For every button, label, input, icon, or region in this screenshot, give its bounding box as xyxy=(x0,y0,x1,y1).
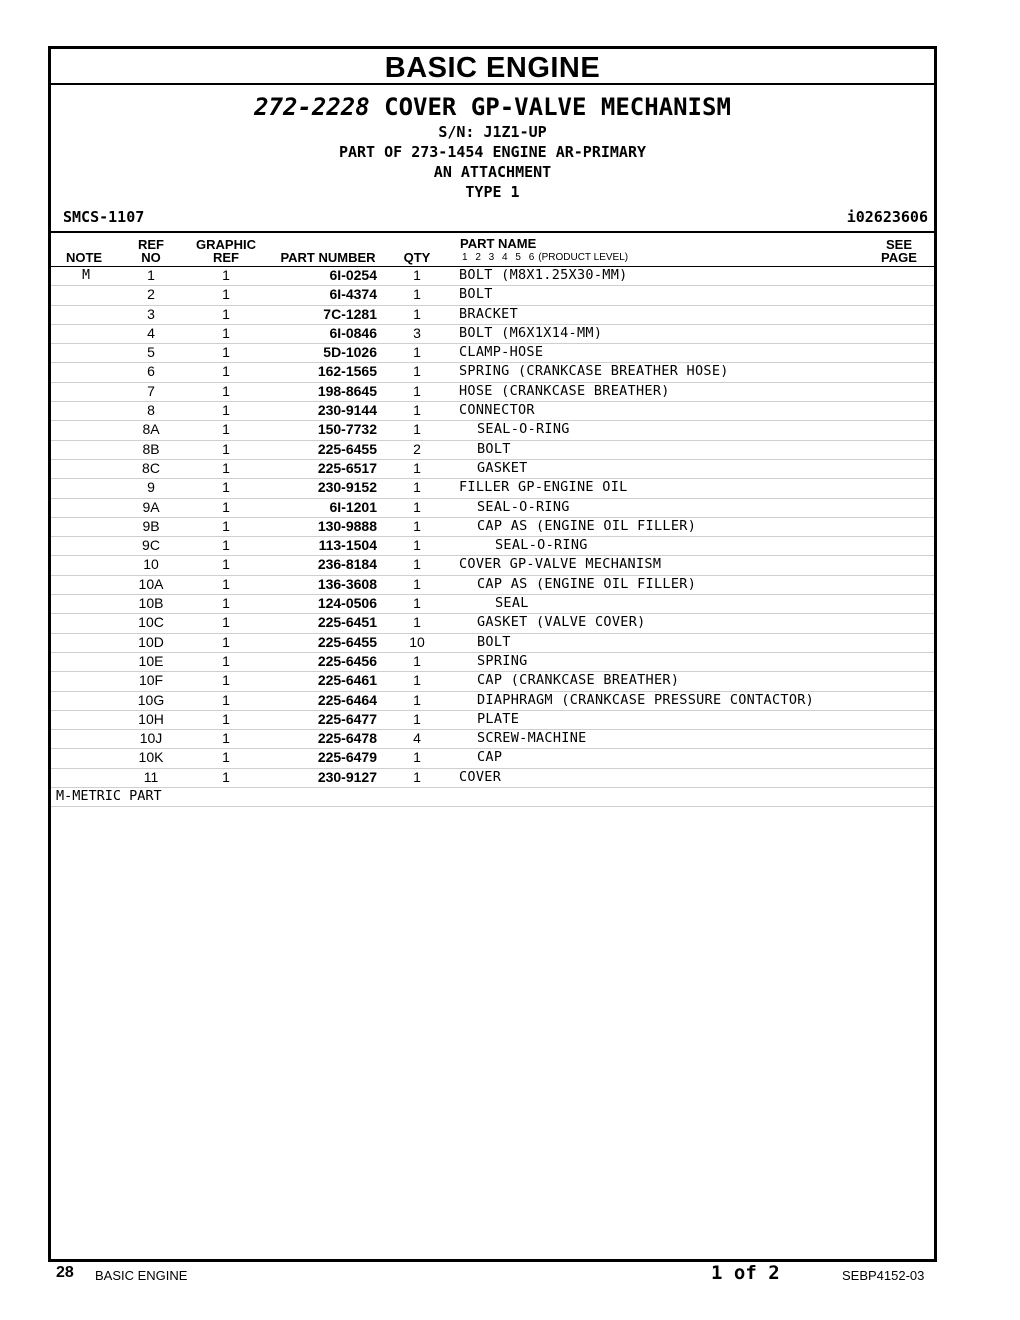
row-qty: 1 xyxy=(413,286,421,303)
col-part-number-header: PART NUMBER xyxy=(280,250,376,265)
row-ref-no: 10A xyxy=(138,575,164,592)
row-graphic-ref: 1 xyxy=(222,768,230,785)
row-part-name: SEAL xyxy=(495,595,529,612)
row-part-number: 6I-0846 xyxy=(329,324,377,341)
table-row xyxy=(51,344,934,363)
row-part-name: SEAL-O-RING xyxy=(477,421,570,438)
table-row xyxy=(51,769,934,788)
row-part-number: 124-0506 xyxy=(317,595,377,612)
row-ref-no: 10E xyxy=(138,652,164,669)
row-ref-no: 2 xyxy=(147,286,155,303)
row-part-number: 150-7732 xyxy=(317,421,377,438)
table-row xyxy=(51,402,934,421)
row-graphic-ref: 1 xyxy=(222,498,230,515)
table-row xyxy=(51,421,934,440)
row-ref-no: 4 xyxy=(147,324,155,341)
row-part-name: CLAMP-HOSE xyxy=(459,344,544,361)
col-part-name-header: PART NAME xyxy=(460,236,537,251)
row-ref-no: 8C xyxy=(142,459,160,476)
row-qty: 1 xyxy=(413,382,421,399)
row-graphic-ref: 1 xyxy=(222,324,230,341)
row-part-number: 7C-1281 xyxy=(323,305,377,322)
row-graphic-ref: 1 xyxy=(222,633,230,650)
row-ref-no: 10D xyxy=(138,633,164,650)
type-line: TYPE 1 xyxy=(465,183,520,201)
row-qty: 4 xyxy=(413,730,421,747)
row-graphic-ref: 1 xyxy=(222,305,230,322)
table-row xyxy=(51,363,934,382)
row-graphic-ref: 1 xyxy=(222,537,230,554)
row-ref-no: 8A xyxy=(142,421,160,438)
serial-range: S/N: J1Z1-UP xyxy=(438,123,547,141)
row-graphic-ref: 1 xyxy=(222,614,230,631)
footnote-row xyxy=(51,788,934,807)
table-row xyxy=(51,749,934,768)
row-part-name: PLATE xyxy=(477,710,520,727)
table-row xyxy=(51,595,934,614)
row-graphic-ref: 1 xyxy=(222,517,230,534)
row-ref-no: 10B xyxy=(138,595,164,612)
table-row xyxy=(51,499,934,518)
row-graphic-ref: 1 xyxy=(222,710,230,727)
row-ref-no: 9A xyxy=(142,498,160,515)
row-ref-no: 7 xyxy=(147,382,155,399)
row-graphic-ref: 1 xyxy=(222,556,230,573)
row-graphic-ref: 1 xyxy=(222,479,230,496)
row-part-name: SCREW-MACHINE xyxy=(477,730,587,747)
row-note: M xyxy=(82,268,90,283)
row-part-name: FILLER GP-ENGINE OIL xyxy=(459,479,628,496)
row-part-number: 6I-1201 xyxy=(329,498,377,515)
row-part-name: BOLT xyxy=(477,633,511,650)
row-ref-no: 10J xyxy=(139,730,163,747)
row-ref-no: 10K xyxy=(138,749,164,766)
row-graphic-ref: 1 xyxy=(222,382,230,399)
table-row xyxy=(51,672,934,691)
row-part-number: 225-6451 xyxy=(317,614,377,631)
row-qty: 1 xyxy=(413,459,421,476)
row-graphic-ref: 1 xyxy=(222,672,230,689)
table-row xyxy=(51,267,934,286)
row-ref-no: 8 xyxy=(147,402,155,419)
row-graphic-ref: 1 xyxy=(222,595,230,612)
row-qty: 1 xyxy=(413,267,421,283)
row-qty: 1 xyxy=(413,498,421,515)
row-qty: 1 xyxy=(413,595,421,612)
row-part-number: 225-6478 xyxy=(317,730,377,747)
table-row xyxy=(51,692,934,711)
table-row xyxy=(51,556,934,575)
row-ref-no: 9C xyxy=(142,537,160,554)
row-part-name: BOLT (M8X1.25X30-MM) xyxy=(459,267,628,283)
part-of-line: PART OF 273-1454 ENGINE AR-PRIMARY xyxy=(338,143,647,161)
col-ref-header: REF NO xyxy=(138,237,164,265)
row-ref-no: 5 xyxy=(147,344,155,361)
row-part-number: 113-1504 xyxy=(318,537,377,554)
row-ref-no: 10C xyxy=(138,614,164,631)
row-part-name: SEAL-O-RING xyxy=(495,537,588,554)
row-qty: 1 xyxy=(413,710,421,727)
table-row xyxy=(51,518,934,537)
row-qty: 1 xyxy=(413,575,421,592)
row-part-number: 6I-4374 xyxy=(329,286,377,303)
row-qty: 1 xyxy=(413,344,421,361)
row-graphic-ref: 1 xyxy=(222,421,230,438)
row-part-number: 130-9888 xyxy=(317,517,377,534)
row-qty: 1 xyxy=(413,537,421,554)
row-graphic-ref: 1 xyxy=(222,440,230,457)
row-part-name: COVER GP-VALVE MECHANISM xyxy=(459,556,662,573)
group-part-number: 272-2228 xyxy=(254,93,370,121)
row-ref-no: 9B xyxy=(142,517,160,534)
col-note-header: NOTE xyxy=(65,250,103,265)
row-ref-no: 8B xyxy=(142,440,160,457)
row-ref-no: 10H xyxy=(138,710,164,727)
row-part-number: 225-6455 xyxy=(317,633,377,650)
row-qty: 1 xyxy=(413,556,421,573)
row-part-name: GASKET (VALVE COVER) xyxy=(477,614,646,631)
row-ref-no: 10 xyxy=(143,556,159,573)
row-qty: 1 xyxy=(413,768,421,785)
product-levels: 1 2 3 4 5 6 (PRODUCT LEVEL) xyxy=(462,252,629,263)
row-ref-no: 1 xyxy=(147,267,155,283)
row-part-number: 225-6455 xyxy=(317,440,377,457)
row-part-name: SPRING (CRANKCASE BREATHER HOSE) xyxy=(459,363,729,380)
table-row xyxy=(51,576,934,595)
row-ref-no: 9 xyxy=(147,479,155,496)
row-part-number: 236-8184 xyxy=(317,556,377,573)
row-part-name: COVER xyxy=(459,768,502,785)
row-qty: 1 xyxy=(413,305,421,322)
table-row xyxy=(51,479,934,498)
row-part-number: 198-8645 xyxy=(317,382,377,399)
row-graphic-ref: 1 xyxy=(222,344,230,361)
table-row xyxy=(51,441,934,460)
row-ref-no: 10F xyxy=(138,672,164,689)
table-row xyxy=(51,711,934,730)
row-part-name: CAP (CRANKCASE BREATHER) xyxy=(477,672,680,689)
row-ref-no: 11 xyxy=(143,768,159,785)
col-qty-header: QTY xyxy=(403,250,431,265)
row-qty: 1 xyxy=(413,402,421,419)
row-qty: 3 xyxy=(413,324,421,341)
table-row xyxy=(51,460,934,479)
row-part-name: SEAL-O-RING xyxy=(477,498,570,515)
parts-list xyxy=(51,267,934,807)
row-graphic-ref: 1 xyxy=(222,575,230,592)
page-number: 28 xyxy=(56,1264,74,1281)
row-graphic-ref: 1 xyxy=(222,749,230,766)
row-qty: 1 xyxy=(413,479,421,496)
row-part-name: CAP xyxy=(477,749,503,766)
row-part-number: 162-1565 xyxy=(317,363,377,380)
group-heading xyxy=(51,93,934,121)
row-part-name: CAP AS (ENGINE OIL FILLER) xyxy=(477,517,697,534)
document-id: SEBP4152-03 xyxy=(842,1268,925,1283)
row-part-number: 230-9144 xyxy=(317,402,377,419)
table-row xyxy=(51,286,934,305)
row-qty: 2 xyxy=(413,440,421,457)
row-qty: 1 xyxy=(413,614,421,631)
row-graphic-ref: 1 xyxy=(222,286,230,303)
group-name: COVER GP-VALVE MECHANISM xyxy=(384,93,731,121)
metric-footnote: M-METRIC PART xyxy=(56,788,162,805)
table-row xyxy=(51,614,934,633)
row-graphic-ref: 1 xyxy=(222,730,230,747)
row-part-name: HOSE (CRANKCASE BREATHER) xyxy=(459,382,670,399)
table-row xyxy=(51,634,934,653)
row-graphic-ref: 1 xyxy=(222,459,230,476)
row-part-number: 136-3608 xyxy=(317,575,377,592)
row-part-name: DIAPHRAGM (CRANKCASE PRESSURE CONTACTOR) xyxy=(477,691,815,708)
col-see-page-header: SEE PAGE xyxy=(881,237,917,265)
row-part-name: CAP AS (ENGINE OIL FILLER) xyxy=(477,575,697,592)
smcs-code: SMCS-1107 xyxy=(63,208,145,226)
row-part-number: 225-6461 xyxy=(317,672,377,689)
row-part-number: 225-6479 xyxy=(317,749,377,766)
row-qty: 1 xyxy=(413,363,421,380)
row-part-number: 230-9152 xyxy=(317,479,377,496)
row-ref-no: 3 xyxy=(147,305,155,322)
col-graphic-ref-header: GRAPHIC REF xyxy=(196,237,256,265)
table-row xyxy=(51,537,934,556)
footer-section: BASIC ENGINE xyxy=(95,1268,188,1283)
table-row xyxy=(51,325,934,344)
row-graphic-ref: 1 xyxy=(222,363,230,380)
header-rule xyxy=(51,231,934,233)
illustration-id: i02623606 xyxy=(846,208,928,226)
row-graphic-ref: 1 xyxy=(222,652,230,669)
row-qty: 1 xyxy=(413,421,421,438)
row-qty: 1 xyxy=(413,749,421,766)
row-qty: 1 xyxy=(413,517,421,534)
row-part-name: SPRING xyxy=(477,652,528,669)
row-part-number: 230-9127 xyxy=(317,768,377,785)
row-part-number: 225-6477 xyxy=(317,710,377,727)
row-part-name: BOLT xyxy=(477,440,511,457)
row-graphic-ref: 1 xyxy=(222,691,230,708)
row-part-number: 5D-1026 xyxy=(323,344,377,361)
table-row xyxy=(51,653,934,672)
row-part-name: GASKET xyxy=(477,459,528,476)
row-ref-no: 10G xyxy=(137,691,165,708)
sheet-indicator: 1 of 2 xyxy=(711,1262,780,1284)
row-qty: 1 xyxy=(413,691,421,708)
row-part-name: BRACKET xyxy=(459,305,518,322)
row-qty: 1 xyxy=(413,652,421,669)
row-part-name: CONNECTOR xyxy=(459,402,535,419)
row-part-number: 225-6517 xyxy=(317,459,377,476)
row-part-name: BOLT xyxy=(459,286,493,303)
table-row xyxy=(51,383,934,402)
table-row xyxy=(51,306,934,325)
row-qty: 1 xyxy=(413,672,421,689)
section-title: BASIC ENGINE xyxy=(51,49,934,85)
row-graphic-ref: 1 xyxy=(222,267,230,283)
row-part-number: 225-6464 xyxy=(317,691,377,708)
row-part-number: 6I-0254 xyxy=(329,267,377,283)
row-part-name: BOLT (M6X1X14-MM) xyxy=(459,324,603,341)
attachment-line: AN ATTACHMENT xyxy=(433,163,552,181)
row-ref-no: 6 xyxy=(147,363,155,380)
row-graphic-ref: 1 xyxy=(222,402,230,419)
row-part-number: 225-6456 xyxy=(317,652,377,669)
table-row xyxy=(51,730,934,749)
row-qty: 10 xyxy=(409,633,425,650)
parts-page-frame xyxy=(48,46,937,1262)
